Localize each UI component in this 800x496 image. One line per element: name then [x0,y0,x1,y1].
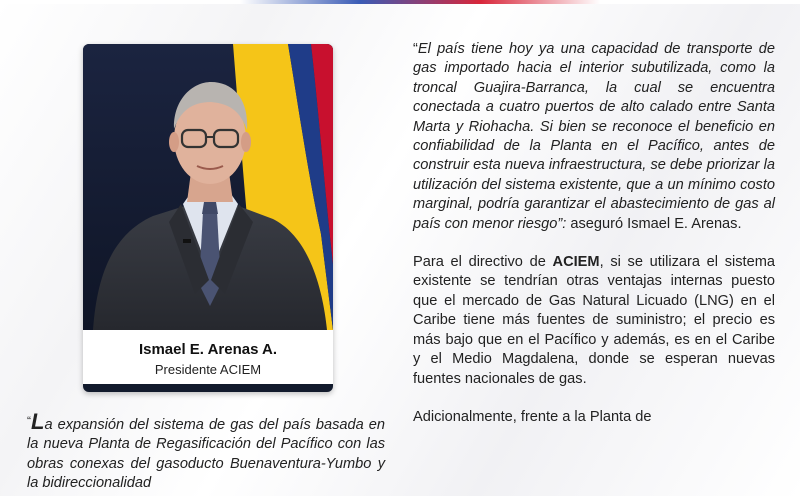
profile-card [83,44,333,392]
dropcap-letter: L [31,409,45,434]
quote-paragraph [413,40,775,234]
top-accent-bar [0,0,800,4]
p2-org: ACIEM [552,254,600,271]
portrait-photo [83,44,333,330]
quote-open-mark: “ [413,41,418,57]
profile-role: Presidente ACIEM [154,362,262,377]
p2-rest: , si se utilizara el sistema existente se tendrían otras ventajas internas puesto que el mercado de Gas Natural Licuado (LNG) en el Caribe tiene más fuentes de suministro; el precio es más bajo que en el Pacífico y además, es en el Caribe y el Medio Magdalena, donde se esperan nuevas fuentes nacionales de gas. [413,254,775,387]
left-text-column [27,409,385,494]
left-quote-paragraph [27,409,385,494]
quote-attribution: aseguró Ismael E. Arenas. [566,215,742,232]
body-paragraph-2 [413,253,775,389]
quote-text: El país tiene hoy ya una capacidad de transporte de gas importado hacia el interior subutilizada, como la troncal Guajira-Barranca, la cual se encuentra conectada a cuatro puertos de alto calado entre Santa Marta y Riohacha. Si bien se reconoce el beneficio en confiabilidad de la Planta en el Pacífico, antes de construir esta nueva infraestructura, se debe priorizar la utilización del sistema existente, que a un mínimo costo marginal, podría garantizar el abastecimiento de gas al país con menor riesgo”: [413,41,775,232]
profile-caption [83,330,333,392]
left-quote-open-mark: “ [27,414,31,428]
left-quote-text: a expansión del sistema de gas del país basada en la nueva Planta de Regasificación del Pacífico con las obras conexas del gasoducto Buenaventura-Yumbo y la bidireccionalidad [27,417,385,492]
p2-lead: Para el directivo de [413,254,553,271]
right-text-column [413,40,775,446]
body-paragraph-3: Adicionalmente, frente a la Planta de [413,408,652,425]
profile-name: Ismael E. Arenas A. [138,341,278,358]
